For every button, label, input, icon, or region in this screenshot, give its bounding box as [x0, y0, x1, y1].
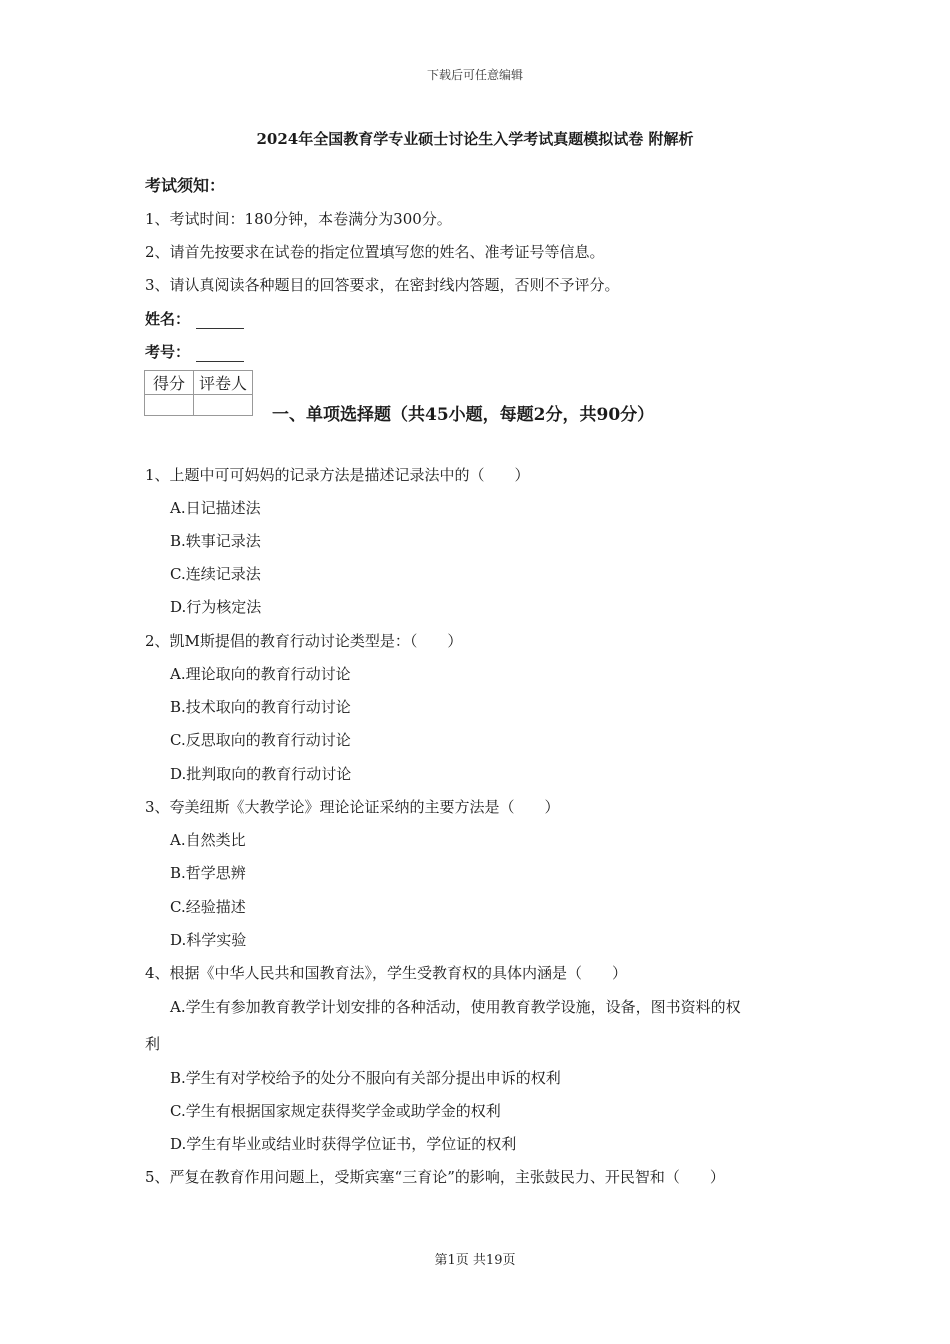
option: D.批判取向的教育行动讨论 — [170, 765, 352, 783]
document-title: 2024年全国教育学专业硕士讨论生入学考试真题模拟试卷 附解析 — [256, 130, 694, 148]
question-stem: 4、根据《中华人民共和国教育法》，学生受教育权的具体内涵是（ ） — [145, 964, 628, 982]
section-title: 一、单项选择题（共45小题，每题2分，共90分） — [272, 405, 655, 425]
option: C.反思取向的教育行动讨论 — [170, 731, 351, 749]
option: A.自然类比 — [170, 831, 246, 849]
name-field[interactable] — [145, 308, 244, 329]
grader-cell[interactable] — [194, 395, 253, 416]
question-stem: 3、夸美纽斯《大教学论》理论论证采纳的主要方法是（ ） — [145, 798, 560, 816]
page-footer: 第1页 共19页 — [434, 1253, 516, 1268]
id-label: 考号： — [145, 343, 191, 361]
option: C.学生有根据国家规定获得奖学金或助学金的权利 — [170, 1102, 501, 1120]
option: D.行为核定法 — [170, 598, 262, 616]
question-stem: 1、上题中可可妈妈的记录方法是描述记录法中的（ ） — [145, 466, 530, 484]
option-continuation: 利 — [145, 1035, 161, 1053]
score-table — [144, 370, 253, 416]
score-header: 得分 — [145, 371, 194, 395]
name-blank[interactable] — [196, 314, 244, 329]
notice-heading: 考试须知： — [145, 176, 226, 195]
option: D.学生有毕业或结业时获得学位证书，学位证的权利 — [170, 1135, 517, 1153]
option: C.连续记录法 — [170, 565, 261, 583]
option: D.科学实验 — [170, 931, 247, 949]
option: B.轶事记录法 — [170, 532, 261, 550]
notice-item: 2、请首先按要求在试卷的指定位置填写您的姓名、准考证号等信息。 — [145, 243, 605, 261]
score-cell[interactable] — [145, 395, 194, 416]
notice-item: 1、考试时间：180分钟，本卷满分为300分。 — [145, 210, 452, 228]
option: A.学生有参加教育教学计划安排的各种活动，使用教育教学设施，设备，图书资料的权 — [170, 998, 741, 1016]
option: B.学生有对学校给予的处分不服向有关部分提出申诉的权利 — [170, 1069, 561, 1087]
name-label: 姓名： — [145, 310, 191, 328]
question-stem: 2、凯M斯提倡的教育行动讨论类型是：（ ） — [145, 632, 463, 650]
grader-header: 评卷人 — [194, 371, 253, 395]
option: A.日记描述法 — [170, 499, 261, 517]
id-blank[interactable] — [196, 347, 244, 362]
question-stem: 5、严复在教育作用问题上，受斯宾塞“三育论”的影响，主张鼓民力、开民智和（ ） — [145, 1168, 725, 1186]
notice-item: 3、请认真阅读各种题目的回答要求，在密封线内答题，否则不予评分。 — [145, 276, 620, 294]
option: A.理论取向的教育行动讨论 — [170, 665, 351, 683]
header-note: 下载后可任意编辑 — [426, 68, 523, 82]
id-field[interactable] — [145, 341, 244, 362]
option: C.经验描述 — [170, 898, 246, 916]
option: B.技术取向的教育行动讨论 — [170, 698, 351, 716]
option: B.哲学思辨 — [170, 864, 246, 882]
